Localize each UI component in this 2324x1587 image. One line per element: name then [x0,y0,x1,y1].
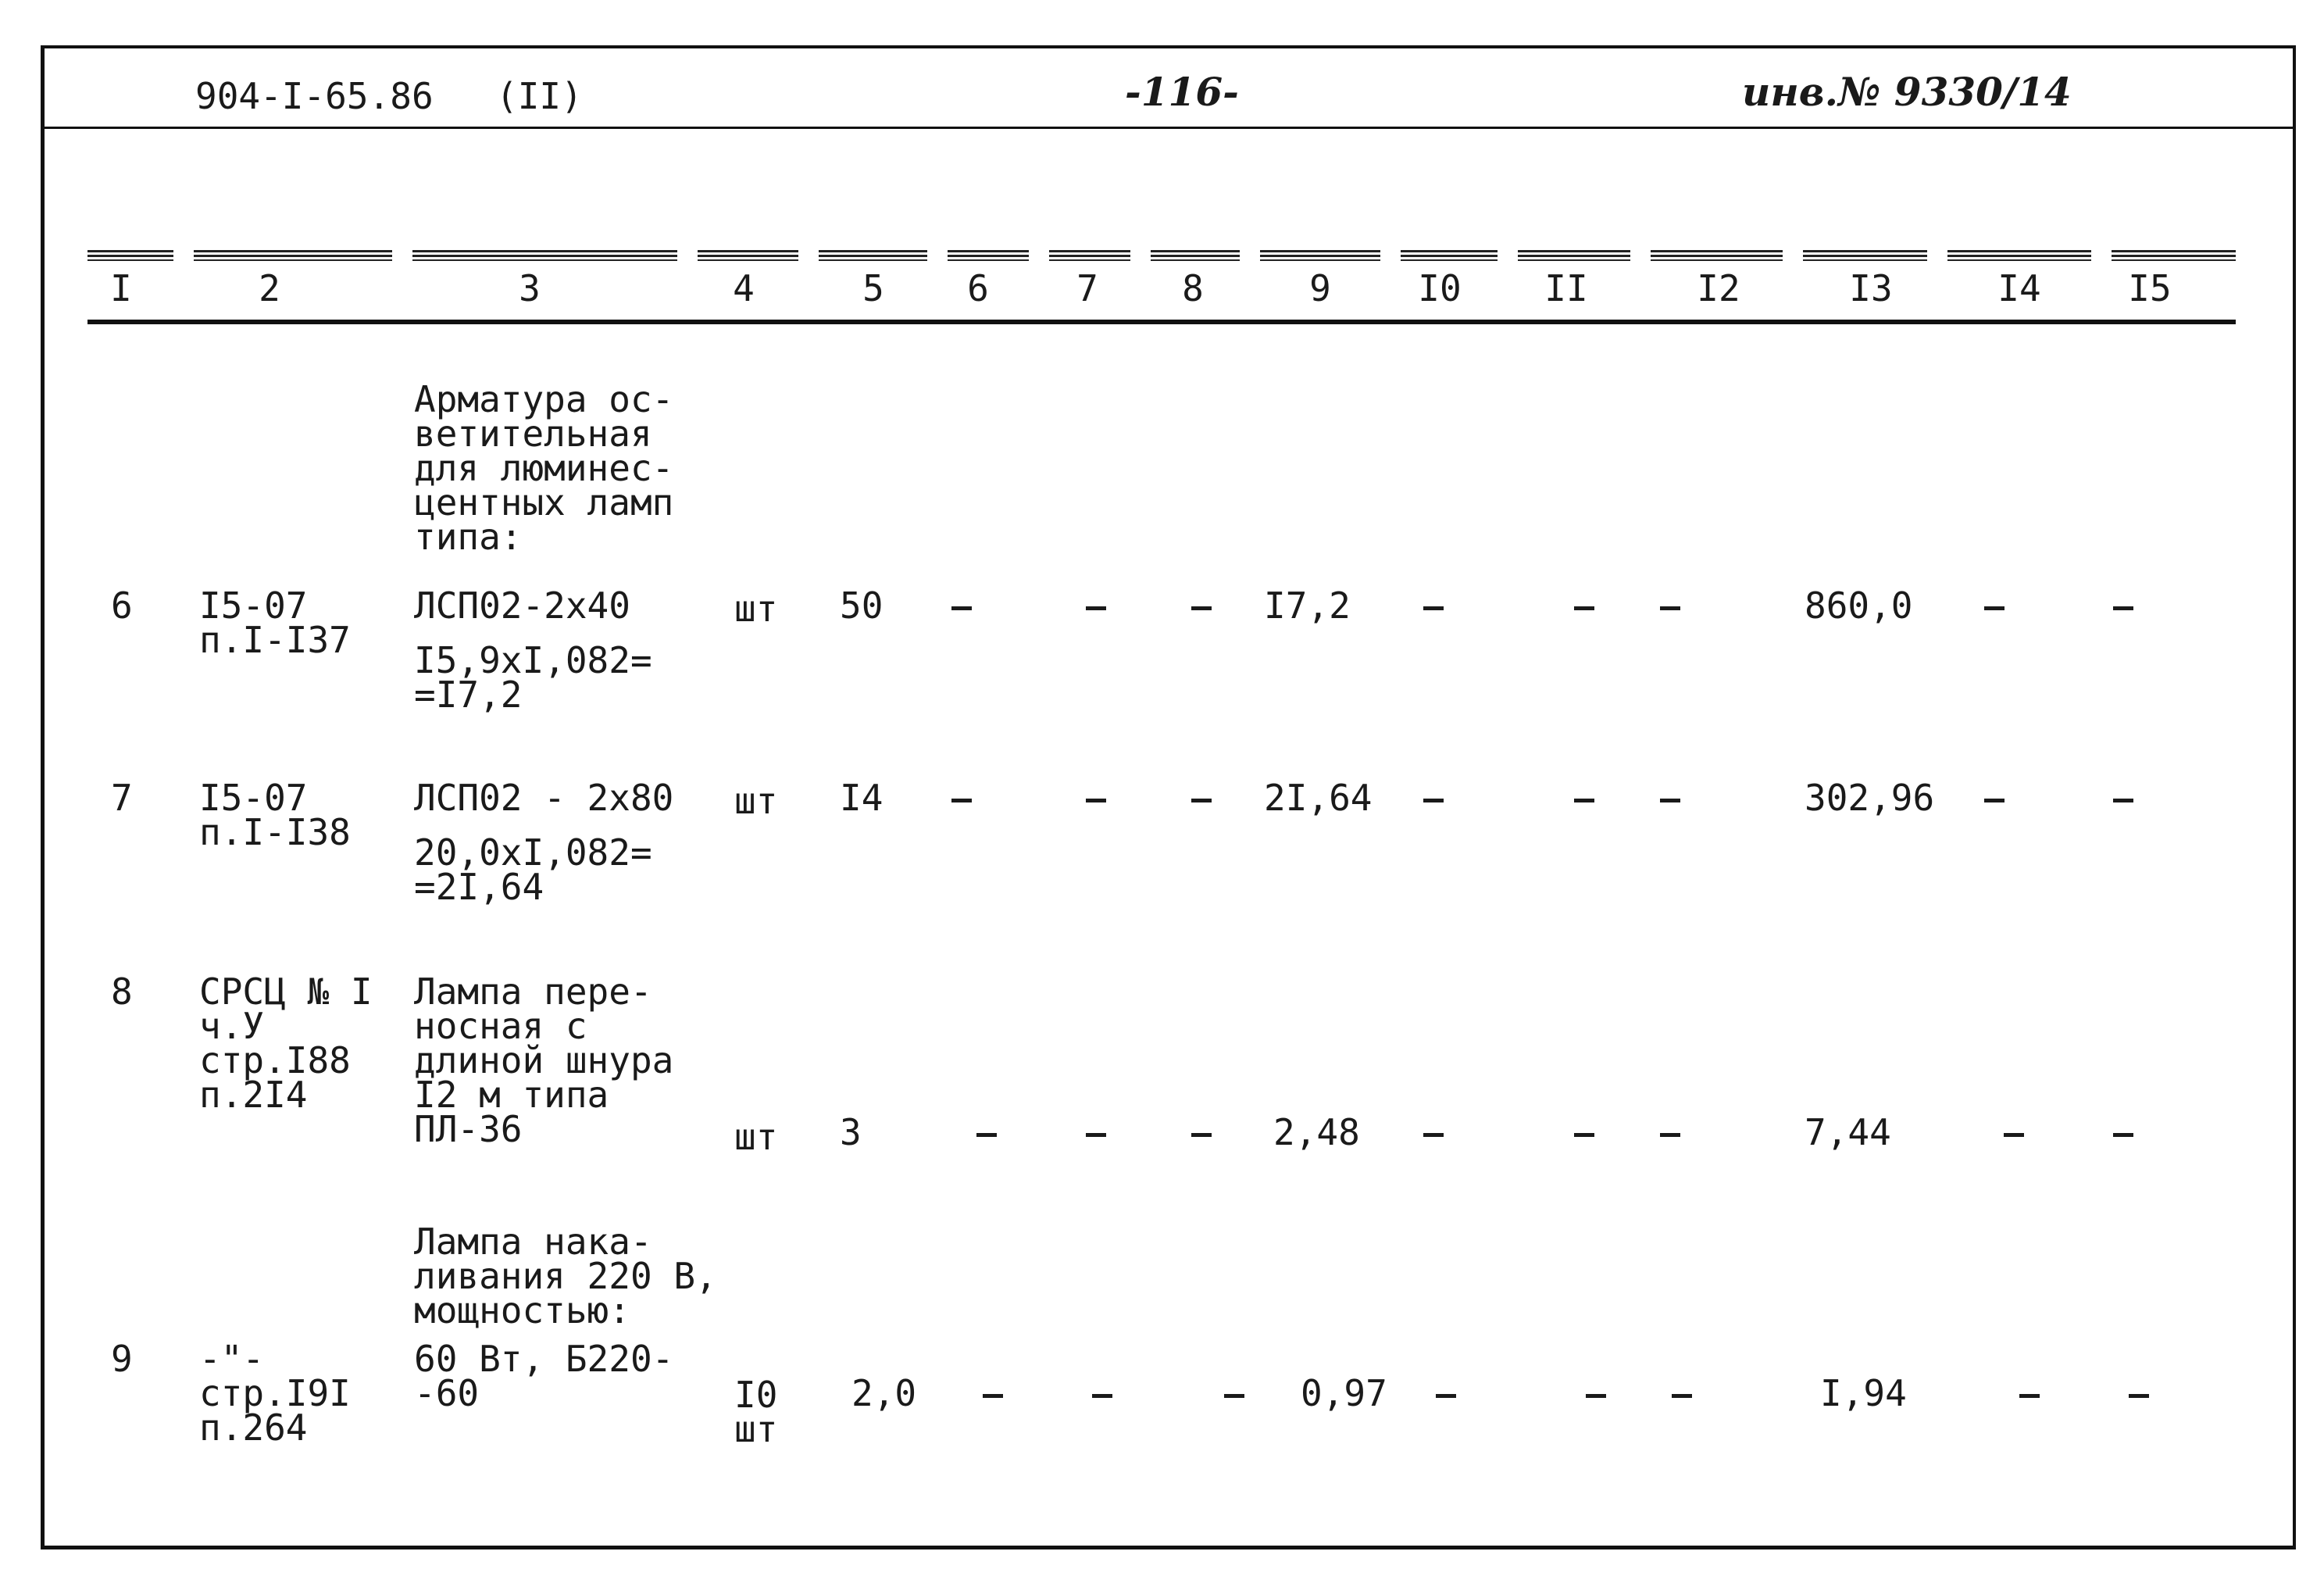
calculation-line: I5,9хI,082= [414,639,652,681]
item-name-line: центных ламп [414,481,674,524]
column-header-separator [2091,248,2112,264]
column-header-separator [392,248,412,264]
column-header-separator [1630,248,1651,264]
column-number: 4 [733,267,755,309]
unit: шт [734,588,778,630]
empty-value-dash [1660,606,1680,610]
unit-price: 2,48 [1273,1111,1360,1153]
item-name-line: ливания 220 В, [414,1255,717,1297]
total-cost: 302,96 [1805,777,1935,819]
empty-value-dash [1574,1133,1594,1137]
item-name-line: мощностью: [414,1289,630,1331]
item-name-line: -60 [414,1372,480,1414]
column-header-separator [677,248,698,264]
empty-value-dash [2113,1133,2133,1137]
reference-line: ч.У [199,1005,265,1047]
empty-value-dash [2113,606,2133,610]
column-number: 9 [1309,267,1331,309]
unit-price: 0,97 [1301,1372,1387,1414]
item-name-line: носная с [414,1005,587,1047]
page-number: -116- [1125,69,1239,115]
item-name-line: Лампа пере- [414,970,652,1013]
column-header-separator [927,248,948,264]
row-number: 6 [111,584,133,627]
empty-value-dash [1984,799,2004,802]
item-name-line: ветительная [414,413,652,455]
empty-value-dash [1224,1394,1244,1398]
reference-line: п.I-I38 [199,811,351,853]
reference-line: п.2I4 [199,1074,308,1116]
unit: I0 [734,1374,778,1416]
empty-value-dash [951,799,972,802]
column-number: I4 [1997,267,2041,309]
empty-value-dash [1086,606,1106,610]
quantity: 50 [840,584,884,627]
empty-value-dash [2113,799,2133,802]
reference-line: стр.I88 [199,1039,351,1081]
empty-value-dash [1191,799,1212,802]
doc-part: (II) [496,75,583,117]
unit: шт [734,780,778,822]
item-name-line: I2 м типа [414,1074,609,1116]
total-cost: 7,44 [1805,1111,1891,1153]
reference-line: I5-07 [199,777,308,819]
reference-line: -"- [199,1338,265,1380]
reference-line: I5-07 [199,584,308,627]
column-number: I [110,267,132,309]
unit: шт [734,1408,778,1450]
column-header-separator [173,248,194,264]
column-header-separator [1240,248,1260,264]
item-name-line: для люминес- [414,447,674,489]
reference-line: п.264 [199,1406,308,1449]
empty-value-dash [2004,1133,2024,1137]
column-number: 7 [1076,267,1098,309]
column-number: 6 [967,267,989,309]
quantity: 3 [840,1111,862,1153]
item-name-line: длиной шнура [414,1039,674,1081]
empty-value-dash [1086,799,1106,802]
empty-value-dash [1574,799,1594,802]
empty-value-dash [1086,1133,1106,1137]
unit: шт [734,1116,778,1158]
total-cost: 860,0 [1805,584,1913,627]
item-name-line: ПЛ-36 [414,1108,523,1150]
empty-value-dash [1574,606,1594,610]
unit-price: I7,2 [1264,584,1351,627]
column-number: 3 [519,267,541,309]
column-number: I0 [1418,267,1462,309]
header-rule [41,127,2295,129]
column-number: II [1544,267,1588,309]
column-header-separator [1783,248,1803,264]
row-number: 9 [111,1338,133,1380]
empty-value-dash [983,1394,1003,1398]
item-name-line: Арматура ос- [414,378,674,420]
empty-value-dash [1191,1133,1212,1137]
column-header-separator [1498,248,1518,264]
doc-code: 904-I-65.86 [195,75,434,117]
empty-value-dash [1672,1394,1692,1398]
reference-line: СРСЦ № I [199,970,373,1013]
column-number: I2 [1697,267,1740,309]
quantity: I4 [840,777,884,819]
empty-value-dash [1660,1133,1680,1137]
column-number: 2 [259,267,280,309]
empty-value-dash [1423,1133,1444,1137]
quantity: 2,0 [851,1372,917,1414]
page-frame [41,45,2296,1549]
item-name-line: ЛСП02-2х40 [414,584,630,627]
column-header-separator [1380,248,1401,264]
empty-value-dash [1191,606,1212,610]
empty-value-dash [1984,606,2004,610]
empty-value-dash [2019,1394,2040,1398]
row-number: 7 [111,777,133,819]
column-header-separator [1927,248,1947,264]
column-header-rule-bottom [87,320,2236,324]
item-name-line: 60 Вт, Б220- [414,1338,674,1380]
column-number: 8 [1182,267,1204,309]
column-header-separator [1130,248,1151,264]
inventory-number: инв.№ 9330/14 [1742,69,2072,115]
empty-value-dash [1092,1394,1112,1398]
empty-value-dash [1586,1394,1606,1398]
column-number: I5 [2128,267,2172,309]
reference-line: п.I-I37 [199,619,351,661]
empty-value-dash [951,606,972,610]
column-header-separator [1029,248,1049,264]
empty-value-dash [1436,1394,1456,1398]
empty-value-dash [1660,799,1680,802]
calculation-line: =2I,64 [414,866,544,908]
reference-line: стр.I9I [199,1372,351,1414]
empty-value-dash [1423,606,1444,610]
item-name-line: ЛСП02 - 2х80 [414,777,674,819]
total-cost: I,94 [1820,1372,1907,1414]
item-name-line: Лампа нака- [414,1221,652,1263]
column-header-separator [798,248,819,264]
unit-price: 2I,64 [1264,777,1373,819]
calculation-line: 20,0хI,082= [414,831,652,874]
row-number: 8 [111,970,133,1013]
empty-value-dash [2129,1394,2149,1398]
column-number: I3 [1849,267,1893,309]
calculation-line: =I7,2 [414,674,523,716]
empty-value-dash [976,1133,997,1137]
empty-value-dash [1423,799,1444,802]
item-name-line: типа: [414,516,523,558]
column-number: 5 [862,267,884,309]
